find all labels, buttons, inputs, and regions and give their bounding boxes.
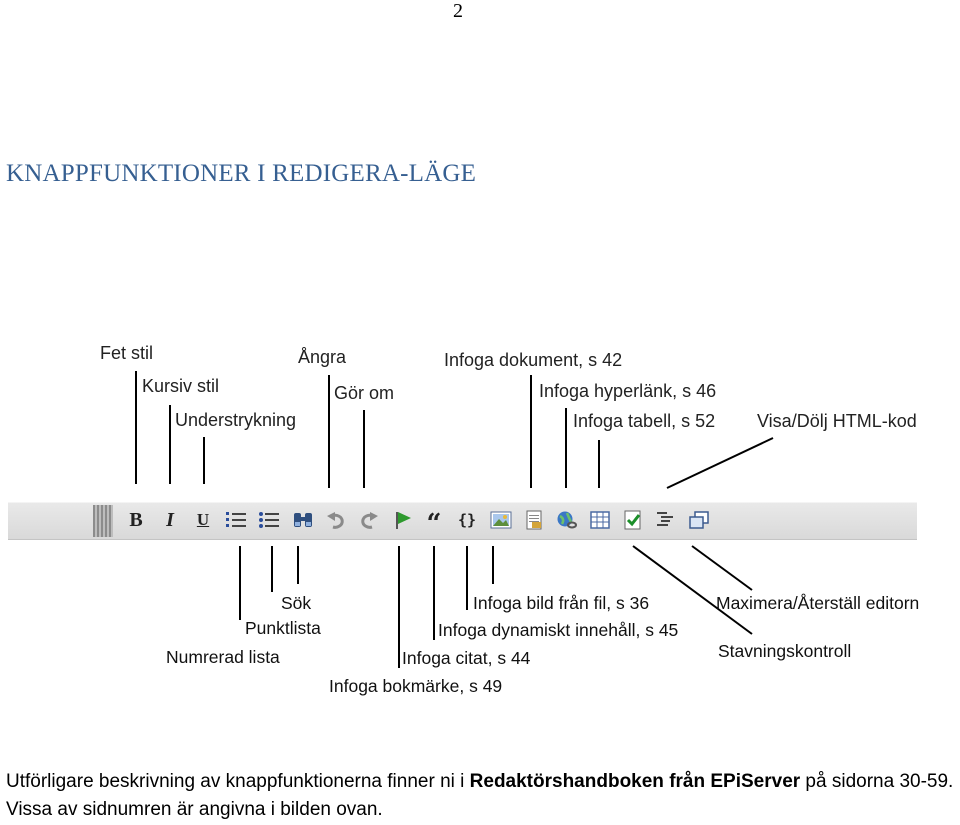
label-bold: Fet stil	[100, 343, 154, 363]
underline-icon[interactable]: U	[196, 510, 210, 529]
dynamic-content-icon[interactable]: {}	[457, 511, 477, 529]
maximize-icon[interactable]	[687, 508, 711, 532]
editor-toolbar	[8, 502, 917, 540]
leader-dynamic	[466, 546, 468, 610]
label-maximize: Maximera/Återställ editorn	[716, 593, 920, 613]
redo-icon[interactable]	[357, 508, 381, 532]
label-redo: Gör om	[334, 383, 395, 403]
label-toggle-html: Visa/Dölj HTML-kod	[757, 411, 917, 431]
document-icon[interactable]	[522, 508, 546, 532]
label-insert-hyperlink: Infoga hyperlänk, s 46	[539, 381, 717, 401]
label-underline: Understrykning	[175, 410, 297, 430]
numbered-list-icon[interactable]	[224, 508, 248, 532]
binoculars-icon[interactable]	[291, 508, 315, 532]
image-icon[interactable]	[489, 508, 513, 532]
html-toggle-icon[interactable]	[654, 508, 678, 532]
bookmark-flag-icon[interactable]	[391, 508, 415, 532]
hyperlink-globe-icon[interactable]	[555, 508, 579, 532]
label-bullet-list: Punktlista	[245, 618, 321, 638]
label-search: Sök	[281, 593, 312, 613]
leader-bullet-list	[271, 546, 273, 592]
table-icon[interactable]	[588, 508, 612, 532]
label-spellcheck: Stavningskontroll	[718, 641, 852, 661]
footer-text-start: Utförligare beskrivning av knappfunktionerna finner ni i	[6, 771, 470, 792]
leader-image	[492, 546, 494, 584]
leader-bookmark	[398, 546, 400, 668]
spellcheck-icon[interactable]	[621, 508, 645, 532]
leader-numbered-list	[239, 546, 241, 620]
label-insert-quote: Infoga citat, s 44	[402, 648, 531, 668]
page-title: KNAPPFUNKTIONER I REDIGERA-LÄGE	[6, 160, 477, 187]
label-insert-image: Infoga bild från fil, s 36	[473, 593, 650, 613]
bullet-list-icon[interactable]	[257, 508, 281, 532]
quote-icon[interactable]: “	[426, 509, 442, 539]
label-italic: Kursiv stil	[142, 376, 220, 396]
label-insert-dynamic: Infoga dynamiskt innehåll, s 45	[438, 620, 679, 640]
label-insert-bookmark: Infoga bokmärke, s 49	[329, 676, 503, 696]
undo-icon[interactable]	[324, 508, 348, 532]
label-undo: Ångra	[298, 347, 347, 367]
label-numbered-list: Numrerad lista	[166, 647, 280, 667]
footer-handbook-title: Redaktörshandboken från EPiServer	[469, 771, 801, 792]
footer-paragraph	[6, 768, 956, 824]
label-insert-table: Infoga tabell, s 52	[573, 411, 716, 431]
toolbar-grip[interactable]	[93, 505, 113, 537]
page-number: 2	[453, 0, 463, 22]
bold-icon[interactable]: B	[129, 508, 143, 531]
label-insert-document: Infoga dokument, s 42	[444, 350, 623, 370]
leader-search	[297, 546, 299, 584]
leader-quote	[433, 546, 435, 640]
footer-text-end: på sidorna 30-59. Vissa av sidnumren är angivna i bilden ovan.	[6, 771, 954, 820]
italic-icon[interactable]: I	[166, 508, 174, 531]
